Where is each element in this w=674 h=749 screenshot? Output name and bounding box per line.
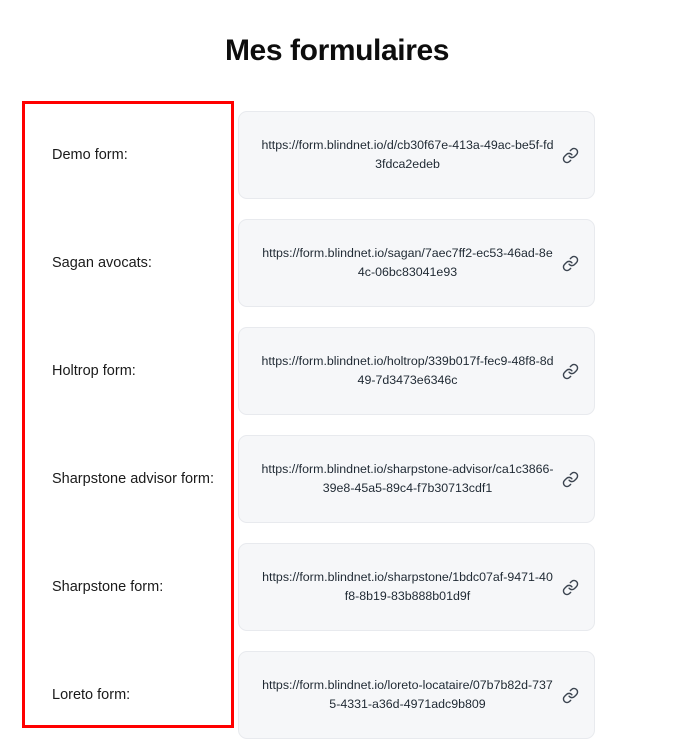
link-icon[interactable] (560, 469, 580, 489)
link-icon[interactable] (560, 145, 580, 165)
form-label: Sharpstone form: (52, 578, 164, 595)
list-item (22, 101, 652, 209)
list-item (22, 209, 652, 317)
forms-list (0, 101, 674, 749)
form-url: https://form.blindnet.io/sagan/7aec7ff2-ec53-46ad-8e4c-06bc83041e93 (262, 245, 553, 279)
link-icon[interactable] (560, 253, 580, 273)
list-item (22, 317, 652, 425)
form-link-card[interactable] (238, 435, 595, 523)
form-label: Sagan avocats: (52, 254, 152, 271)
form-link-card[interactable] (238, 543, 595, 631)
form-url: https://form.blindnet.io/loreto-locataire/07b7b82d-7375-4331-a36d-4971adc9b809 (262, 677, 553, 711)
page-title: Mes formulaires (224, 34, 450, 67)
form-label: Sharpstone advisor form: (52, 470, 214, 487)
form-link-card[interactable] (238, 111, 595, 199)
link-icon[interactable] (560, 685, 580, 705)
form-label: Demo form: (52, 146, 128, 163)
form-label: Holtrop form: (52, 362, 136, 379)
form-link-card[interactable] (238, 651, 595, 739)
form-link-card[interactable] (238, 327, 595, 415)
form-label: Loreto form: (52, 686, 131, 703)
form-url: https://form.blindnet.io/sharpstone/1bdc07af-9471-40f8-8b19-83b888b01d9f (262, 569, 553, 603)
list-item (22, 641, 652, 749)
link-icon[interactable] (560, 577, 580, 597)
form-url: https://form.blindnet.io/sharpstone-advisor/ca1c3866-39e8-45a5-89c4-f7b30713cdf1 (261, 461, 554, 495)
form-url: https://form.blindnet.io/holtrop/339b017f-fec9-48f8-8d49-7d3473e6346c (261, 353, 554, 387)
form-link-card[interactable] (238, 219, 595, 307)
link-icon[interactable] (560, 361, 580, 381)
form-url: https://form.blindnet.io/d/cb30f67e-413a-49ac-be5f-fd3fdca2edeb (261, 137, 554, 171)
list-item (22, 533, 652, 641)
list-item (22, 425, 652, 533)
